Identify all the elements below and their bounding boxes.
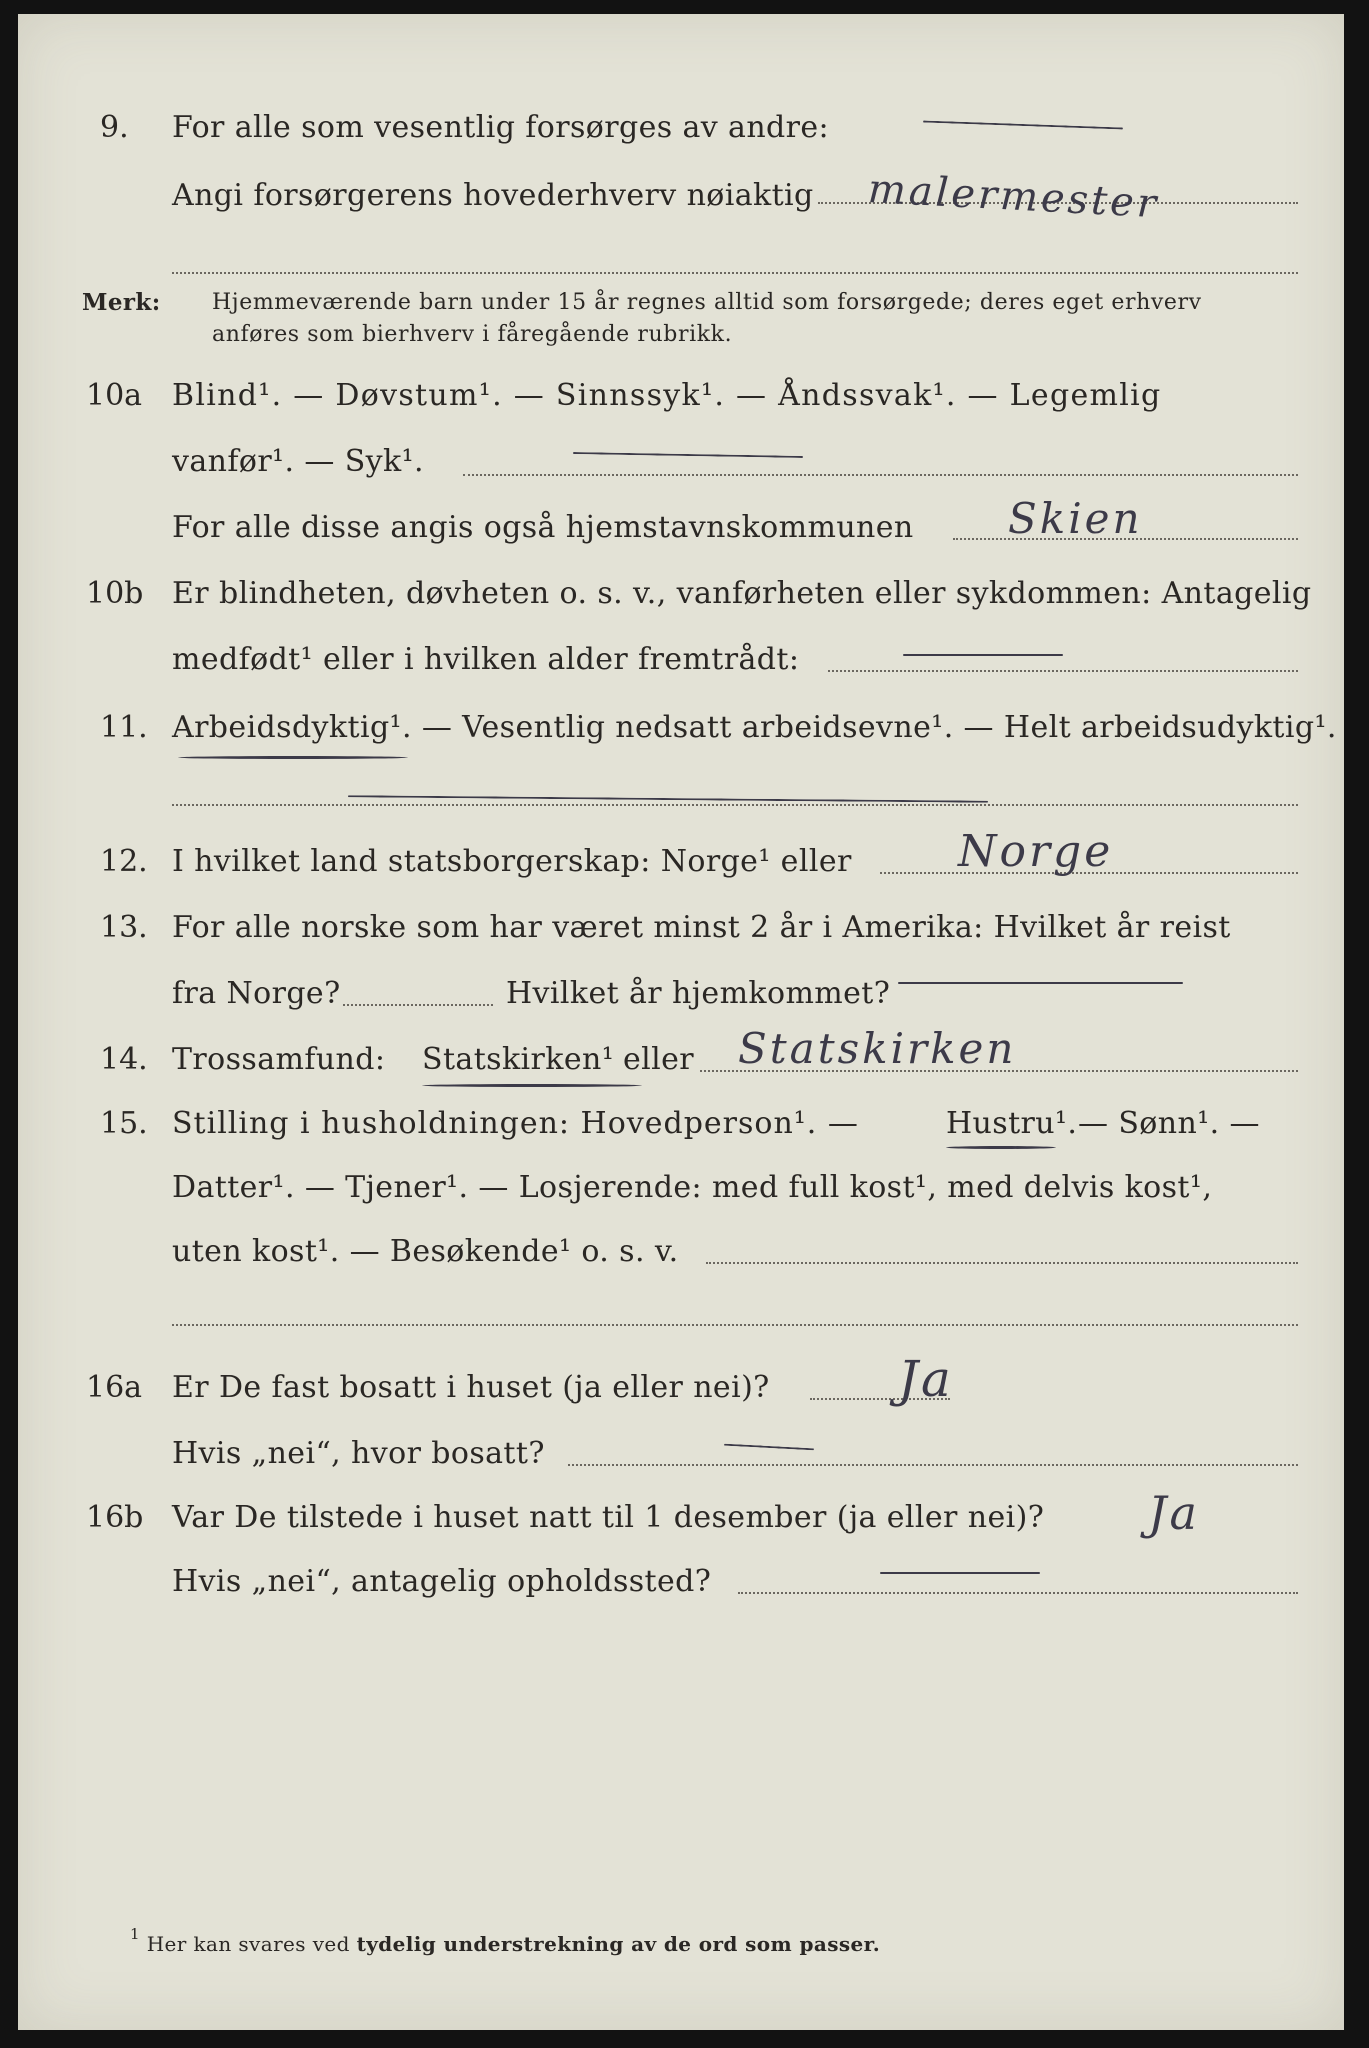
q16b-handwritten-answer: Ja (1148, 1486, 1200, 1540)
q9-line2: Angi forsørgerens hovederhverv nøiaktig (172, 178, 814, 213)
q12-number: 12. (100, 844, 148, 879)
blank-stroke (348, 795, 988, 803)
q13-line2b: Hvilket år hjemkommet? (506, 976, 891, 1011)
q10a-line2: vanfør¹. — Syk¹. (172, 444, 424, 479)
q13-line1: For alle norske som har været minst 2 år i Amerika: Hvilket år reist (172, 910, 1231, 945)
q16b-line1: Var De tilstede i huset natt til 1 desember (ja eller nei)? (172, 1500, 1045, 1535)
q16a-line1: Er De fast bosatt i huset (ja eller nei)? (172, 1370, 770, 1405)
underline-mark (946, 1146, 1056, 1149)
q11-number: 11. (100, 710, 148, 745)
q10a-line3: For alle disse angis også hjemstavnskommunen (172, 510, 914, 545)
q11-line (172, 710, 1337, 745)
q15-number: 15. (100, 1106, 148, 1141)
underline-mark (422, 1084, 642, 1087)
q10a-handwritten-answer: Skien (1008, 494, 1143, 543)
merk-label: Merk: (82, 289, 161, 316)
footnote (130, 1925, 881, 1956)
q15-line1a: Stilling i husholdningen: Hovedperson¹. — (172, 1106, 859, 1141)
answer-line (738, 1592, 1298, 1594)
answer-line (463, 474, 1298, 476)
blank-stroke (724, 1444, 814, 1451)
q14-handwritten-answer: Statskirken (738, 1024, 1017, 1073)
q9-handwritten-answer: malermester (866, 166, 1161, 228)
footnote-bold-text: tydelig understrekning av de ord som passer. (356, 1932, 881, 1956)
blank-stroke (573, 452, 803, 458)
q14-label: Trossamfund: (172, 1042, 386, 1077)
underline-mark (178, 756, 408, 759)
q9-number: 9. (100, 110, 129, 145)
q13-number: 13. (100, 910, 148, 945)
q16a-handwritten-answer: Ja (898, 1350, 954, 1408)
answer-line (706, 1262, 1298, 1264)
q10a-number: 10a (86, 378, 143, 413)
separator (172, 272, 1298, 274)
q15-line1c: — Sønn¹. — (1078, 1106, 1260, 1141)
blank-stroke (898, 982, 1183, 984)
answer-line (568, 1464, 1298, 1466)
separator (172, 804, 1298, 806)
q14-number: 14. (100, 1042, 148, 1077)
footnote-text: Her kan svares ved (146, 1932, 357, 1956)
answer-line (828, 670, 1298, 672)
footnote-mark: 1 (130, 1925, 140, 1943)
q11-options-rest: — Vesentlig nedsatt arbeidsevne¹. — Helt arbeidsudyktig¹. (411, 710, 1337, 745)
q10a-line1: Blind¹. — Døvstum¹. — Sinnssyk¹. — Åndssvak¹. — Legemlig (172, 378, 1162, 413)
q9-line1: For alle som vesentlig forsørges av andre: (172, 110, 830, 145)
q14-option-eller: eller (623, 1042, 695, 1077)
q15-option-hustru: Hustru¹. (946, 1106, 1078, 1141)
q15-line2: Datter¹. — Tjener¹. — Losjerende: med full kost¹, med delvis kost¹, (172, 1170, 1213, 1205)
q11-option-arbeidsdyktig: Arbeidsdyktig¹. (172, 710, 412, 745)
merk-line2: anføres som bierhverv i fåregående rubrikk. (212, 322, 733, 347)
q14-option-statskirken: Statskirken¹ (422, 1042, 615, 1077)
q16b-number: 16b (86, 1500, 144, 1535)
blank-stroke (880, 1572, 1040, 1574)
q10b-line2: medfødt¹ eller i hvilken alder fremtrådt: (172, 642, 800, 677)
census-form-page (18, 14, 1344, 2030)
blank-stroke (923, 121, 1123, 130)
q16a-line2: Hvis „nei“, hvor bosatt? (172, 1436, 545, 1471)
q10b-line1: Er blindheten, døvheten o. s. v., vanførheten eller sykdommen: Antagelig (172, 576, 1312, 611)
q13-line2a: fra Norge? (172, 976, 341, 1011)
q12-handwritten-answer: Norge (958, 826, 1114, 877)
answer-line (343, 1004, 493, 1006)
q10b-number: 10b (86, 576, 144, 611)
q16b-line2: Hvis „nei“, antagelig opholdssted? (172, 1564, 712, 1599)
q12-line1: I hvilket land statsborgerskap: Norge¹ eller (172, 844, 852, 879)
q15-line3: uten kost¹. — Besøkende¹ o. s. v. (172, 1234, 679, 1269)
blank-stroke (903, 654, 1063, 656)
separator (172, 1324, 1298, 1326)
q16a-number: 16a (86, 1370, 143, 1405)
merk-line1: Hjemmeværende barn under 15 år regnes alltid som forsørgede; deres eget erhverv (212, 290, 1202, 315)
